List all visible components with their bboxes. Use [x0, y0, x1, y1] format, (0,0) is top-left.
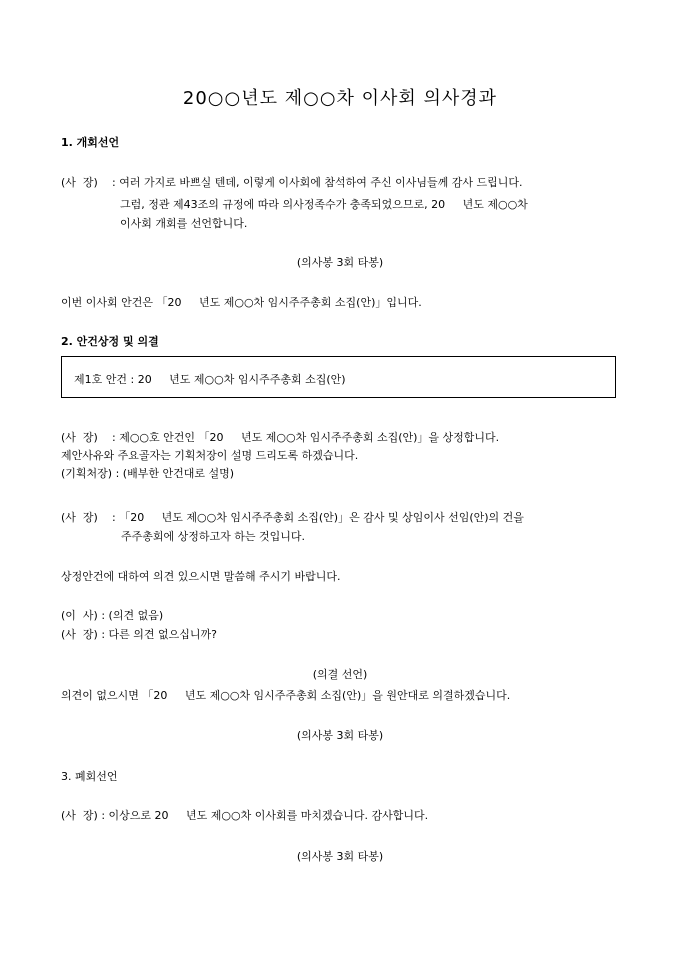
- gavel-note-3: (의사봉 3회 타봉): [296, 850, 384, 863]
- resolution-line: 의견이 없으시면 「20 년도 제○○차 임시주주총회 소집(안)」을 원안대로 의결하겠습니다.: [61, 689, 511, 702]
- agenda-intro-line: 이번 이사회 안건은 「20 년도 제○○차 임시주주총회 소집(안)」입니다.: [61, 296, 422, 309]
- planning-director-line: (기획처장) : (배부한 안건대로 설명): [61, 467, 234, 480]
- chair-speaker-label: (사 장): [61, 176, 98, 189]
- chair-opening-line1: : 여러 가지로 바쁘실 텐데, 이렇게 이사회에 참석하여 주신 이사님들께 감사 드립니다.: [112, 176, 523, 189]
- section3-heading: 3. 폐회선언: [61, 770, 118, 783]
- chair-opening-line3: 이사회 개회를 선언합니다.: [120, 217, 248, 230]
- section1-heading: 1. 개회선언: [61, 136, 120, 149]
- chair-explain-line2: 주주총회에 상정하고자 하는 것입니다.: [121, 530, 306, 543]
- director-response-line: (이 사) : (의견 없음): [61, 609, 164, 622]
- gavel-note-1: (의사봉 3회 타봉): [296, 256, 384, 269]
- chair-speaker-label: (사 장): [61, 431, 98, 444]
- page-title: 20○○년도 제○○차 이사회 의사경과: [182, 88, 498, 109]
- chair-speaker-label: (사 장): [61, 511, 98, 524]
- chair-explain-line1: : 「20 년도 제○○차 임시주주총회 소집(안)」은 감사 및 상임이사 선임(안)의 건을: [112, 511, 524, 524]
- chair-question-line: (사 장) : 다른 의견 없으십니까?: [61, 628, 217, 641]
- chair-opening-line2: 그럼, 정관 제43조의 규정에 따라 의사정족수가 충족되었으므로, 20 년도 제○○차: [120, 198, 528, 211]
- chair-agenda-submit: : 제○○호 안건인 「20 년도 제○○차 임시주주총회 소집(안)」을 상정합니다.: [112, 431, 500, 444]
- resolution-declare-note: (의결 선언): [312, 668, 368, 681]
- proposal-reason-line: 제안사유와 주요골자는 기획처장이 설명 드리도록 하겠습니다.: [61, 449, 359, 462]
- section2-heading: 2. 안건상정 및 의결: [61, 335, 159, 348]
- agenda-box: [61, 356, 616, 398]
- closing-line: (사 장) : 이상으로 20 년도 제○○차 이사회를 마치겠습니다. 감사합니다.: [61, 809, 429, 822]
- agenda-box-text: 제1호 안건 : 20 년도 제○○차 임시주주총회 소집(안): [74, 373, 346, 386]
- gavel-note-2: (의사봉 3회 타봉): [296, 729, 384, 742]
- opinion-request-line: 상정안건에 대하여 의견 있으시면 말씀해 주시기 바랍니다.: [61, 570, 341, 583]
